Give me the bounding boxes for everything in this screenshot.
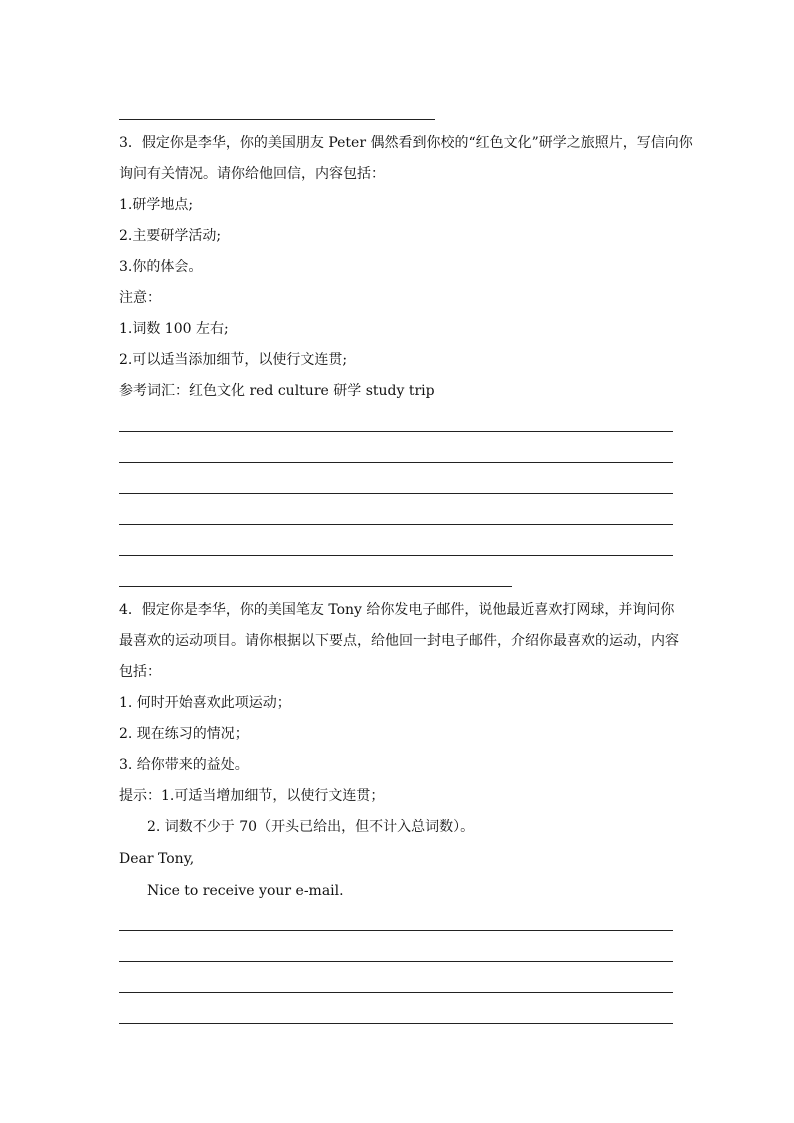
section4-tip-line2: 2. 词数不少于 70（开头已给出，但不计入总词数）。 xyxy=(147,819,475,835)
section3-vocab: 参考词汇：红色文化 red culture 研学 study trip xyxy=(119,383,435,399)
section4-item-1: 1. 何时开始喜欢此项运动； xyxy=(119,695,291,711)
answer-line xyxy=(119,119,435,120)
section3-prompt-line1: 3．假定你是李华，你的美国朋友 Peter 偶然看到你校的“红色文化”研学之旅照片，写信向你 xyxy=(119,135,693,151)
section3-note-1: 1.词数 100 左右; xyxy=(119,321,229,337)
answer-line xyxy=(119,431,673,432)
letter-salutation: Dear Tony, xyxy=(119,851,195,867)
section4-prompt-line1: 4．假定你是李华，你的美国笔友 Tony 给你发电子邮件，说他最近喜欢打网球，并询问你 xyxy=(119,602,675,618)
section4-item-2: 2. 现在练习的情况； xyxy=(119,726,249,742)
answer-line xyxy=(119,524,673,525)
answer-line xyxy=(119,930,673,931)
section3-item-2: 2.主要研学活动; xyxy=(119,228,222,244)
section4-prompt-line3: 包括： xyxy=(119,664,161,680)
answer-line xyxy=(119,462,673,463)
section4-item-3: 3. 给你带来的益处。 xyxy=(119,757,249,773)
section3-note-title: 注意： xyxy=(119,290,161,306)
answer-line xyxy=(119,992,673,993)
answer-line xyxy=(119,555,673,556)
answer-line xyxy=(119,961,673,962)
answer-line xyxy=(119,1023,673,1024)
answer-line xyxy=(119,493,673,494)
section4-tip-line1: 提示：1.可适当增加细节，以使行文连贯； xyxy=(119,788,385,804)
section3-item-3: 3.你的体会。 xyxy=(119,259,203,275)
section3-item-1: 1.研学地点; xyxy=(119,197,194,213)
letter-opening: Nice to receive your e-mail. xyxy=(147,883,344,899)
section3-prompt-line2: 询问有关情况。请你给他回信，内容包括： xyxy=(119,166,385,182)
section4-prompt-line2: 最喜欢的运动项目。请你根据以下要点，给他回一封电子邮件，介绍你最喜欢的运动，内容 xyxy=(119,633,679,649)
answer-line xyxy=(119,586,512,587)
section3-note-2: 2.可以适当添加细节，以使行文连贯; xyxy=(119,352,348,368)
